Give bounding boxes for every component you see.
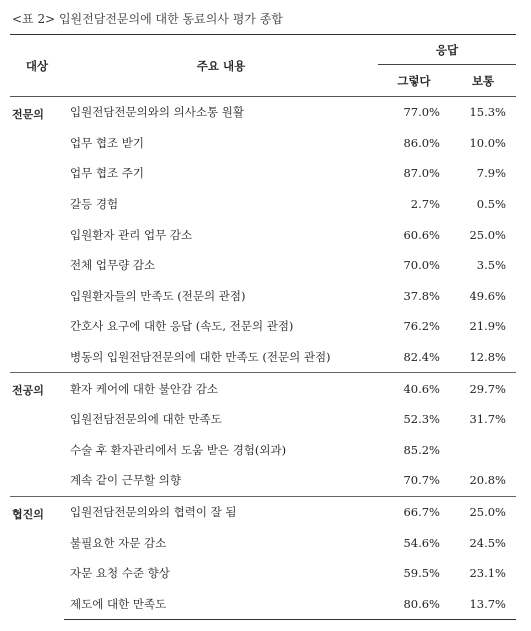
table-row xyxy=(10,97,516,128)
normal-value: 25.0% xyxy=(469,227,506,242)
yes-value: 77.0% xyxy=(378,97,450,128)
item-text: 업무 협조 받기 xyxy=(70,135,144,150)
item-text: 전체 업무량 감소 xyxy=(70,258,156,273)
table-row xyxy=(10,342,516,373)
item-text: 제도에 대한 만족도 xyxy=(64,589,378,620)
header-content: 주요 내용 xyxy=(64,35,378,97)
normal-value: 20.8% xyxy=(469,473,506,488)
group-consultant xyxy=(10,496,516,619)
group-label: 전문의 xyxy=(10,97,64,373)
yes-value: 87.0% xyxy=(403,166,440,181)
normal-value: 24.5% xyxy=(469,535,506,550)
yes-value: 37.8% xyxy=(403,288,440,303)
table-row xyxy=(10,527,516,558)
item-text: 입원전담전문의와의 협력이 잘 됨 xyxy=(64,496,378,527)
item-text: 입원환자 관리 업무 감소 xyxy=(70,227,193,242)
table-row xyxy=(10,589,516,620)
yes-value: 54.6% xyxy=(403,535,440,550)
yes-value: 2.7% xyxy=(410,197,440,212)
table-row xyxy=(10,465,516,496)
group-specialist xyxy=(10,97,516,373)
item-text: 입원전담전문의에 대한 만족도 xyxy=(70,412,222,427)
yes-value: 40.6% xyxy=(378,373,450,404)
table-row xyxy=(10,250,516,281)
normal-value: 49.6% xyxy=(469,288,506,303)
item-text: 계속 같이 근무할 의향 xyxy=(70,473,181,488)
yes-value: 85.2% xyxy=(403,442,440,457)
normal-value: 23.1% xyxy=(469,566,506,581)
table-row xyxy=(10,435,516,466)
normal-value: 29.7% xyxy=(450,373,516,404)
item-text: 자문 요청 수준 향상 xyxy=(70,566,170,581)
normal-value xyxy=(450,435,516,466)
table-row xyxy=(10,373,516,404)
yes-value: 59.5% xyxy=(403,566,440,581)
table-row xyxy=(10,281,516,312)
item-text: 불필요한 자문 감소 xyxy=(70,535,167,550)
table-row xyxy=(10,558,516,589)
item-text: 입원환자들의 만족도 (전문의 관점) xyxy=(70,288,246,303)
normal-value: 21.9% xyxy=(469,319,506,334)
table-row xyxy=(10,158,516,189)
header-response: 응답 xyxy=(378,35,516,65)
normal-value: 12.8% xyxy=(469,350,506,365)
table-row xyxy=(10,189,516,220)
normal-value: 0.5% xyxy=(476,197,506,212)
table-row xyxy=(10,311,516,342)
item-text: 수술 후 환자관리에서 도움 받은 경험(외과) xyxy=(70,442,287,457)
yes-value: 60.6% xyxy=(403,227,440,242)
normal-value: 7.9% xyxy=(476,166,506,181)
header-yes: 그렇다 xyxy=(378,65,450,97)
yes-value: 52.3% xyxy=(403,412,440,427)
header-normal: 보통 xyxy=(450,65,516,97)
normal-value: 25.0% xyxy=(450,496,516,527)
yes-value: 70.7% xyxy=(403,473,440,488)
item-text: 업무 협조 주기 xyxy=(70,166,144,181)
item-text: 갈등 경험 xyxy=(70,197,119,212)
normal-value: 3.5% xyxy=(476,258,506,273)
yes-value: 66.7% xyxy=(378,496,450,527)
header-target: 대상 xyxy=(10,35,64,97)
table-caption: <표 2> 입원전담전문의에 대한 동료의사 평가 종합 xyxy=(12,12,283,26)
normal-value: 15.3% xyxy=(450,97,516,128)
evaluation-table xyxy=(10,34,516,620)
group-label: 전공의 xyxy=(10,373,64,496)
yes-value: 76.2% xyxy=(403,319,440,334)
normal-value: 13.7% xyxy=(450,589,516,620)
yes-value: 70.0% xyxy=(403,258,440,273)
item-text: 병동의 입원전담전문의에 대한 만족도 (전문의 관점) xyxy=(70,350,331,365)
table-row xyxy=(10,404,516,435)
item-text: 간호사 요구에 대한 응답 (속도, 전문의 관점) xyxy=(70,319,294,334)
group-resident xyxy=(10,373,516,496)
table-row xyxy=(10,496,516,527)
group-label: 협진의 xyxy=(10,496,64,619)
table-row xyxy=(10,128,516,159)
item-text: 입원전담전문의와의 의사소통 원활 xyxy=(64,97,378,128)
normal-value: 31.7% xyxy=(469,412,506,427)
yes-value: 80.6% xyxy=(378,589,450,620)
table-row xyxy=(10,219,516,250)
item-text: 환자 케어에 대한 불안감 감소 xyxy=(64,373,378,404)
yes-value: 86.0% xyxy=(403,135,440,150)
normal-value: 10.0% xyxy=(469,135,506,150)
yes-value: 82.4% xyxy=(403,350,440,365)
